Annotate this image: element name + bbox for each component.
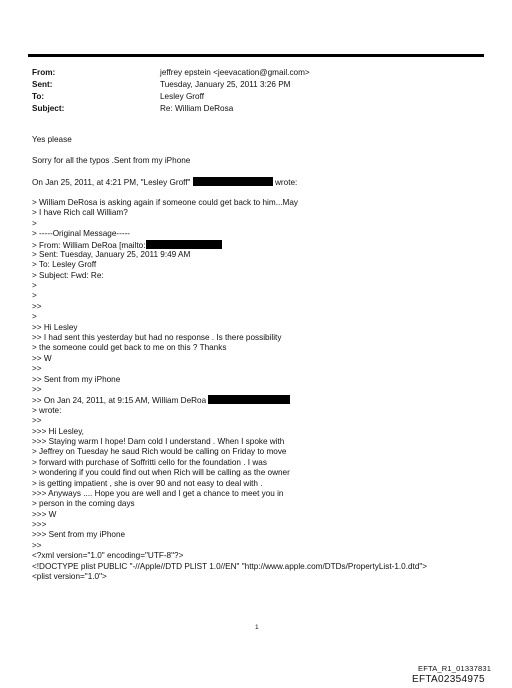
body-line: > [32, 312, 37, 322]
body-line: >>> Sent from my iPhone [32, 530, 126, 540]
body-line: Sorry for all the typos .Sent from my iPhone [32, 155, 191, 165]
to-value: Lesley Groff [160, 92, 204, 101]
body-line: >>> Anyways .... Hope you are well and I get a chance to meet you in [32, 488, 284, 498]
bates-number-small: EFTA_R1_01337831 [418, 664, 492, 673]
body-line: > To: Lesley Groff [32, 260, 97, 270]
body-line: <plist version="1.0"> [32, 572, 107, 582]
redaction-box [146, 240, 222, 249]
body-line: > is getting impatient , she is over 90 and not easy to deal with . [32, 478, 263, 488]
body-line: > person in the coming days [32, 499, 135, 509]
body-line: > the someone could get back to me on this ? Thanks [32, 343, 227, 353]
body-line: > Sent: Tuesday, January 25, 2011 9:49 AM [32, 249, 191, 259]
body-line: >>> Staying warm I hope! Darn cold I understand . When I spoke with [32, 436, 285, 446]
body-line: <!DOCTYPE plist PUBLIC "-//Apple//DTD PLIST 1.0//EN" "http://www.apple.com/DTDs/PropertyList-1.0.dtd"> [32, 561, 428, 571]
body-line: > [32, 291, 37, 301]
redaction-box [193, 177, 273, 186]
bates-number-large: EFTA02354975 [412, 674, 485, 685]
body-line: >>> [32, 520, 47, 530]
body-line: >> [32, 301, 42, 311]
to-row [32, 91, 472, 103]
quote-intro-text: On Jan 25, 2011, at 4:21 PM, "Lesley Groff" [32, 177, 191, 187]
body-line: >> [32, 416, 42, 426]
subject-label: Subject: [32, 104, 65, 113]
page-number: 1 [255, 624, 259, 631]
body-line: > [32, 218, 37, 228]
subject-value: Re: William DeRosa [160, 104, 234, 113]
body-line: >>> Hi Lesley, [32, 426, 84, 436]
body-line: >> I had sent this yesterday but had no response . Is there possibility [32, 333, 282, 343]
body-line-quote-intro [32, 177, 480, 187]
sent-value: Tuesday, January 25, 2011 3:26 PM [160, 80, 291, 89]
sent-label: Sent: [32, 80, 53, 89]
subject-row [32, 103, 472, 115]
body-line: > I have Rich call William? [32, 208, 128, 218]
body-line: > wondering if you could find out when Rich will be calling as the owner [32, 468, 290, 478]
redaction-box [208, 395, 290, 404]
body-line: <?xml version="1.0" encoding="UTF-8"?> [32, 551, 184, 561]
body-line: > William DeRosa is asking again if someone could get back to him...May [32, 197, 298, 207]
from-label: From: [32, 68, 56, 77]
body-line: >> [32, 364, 42, 374]
original-from-text: > From: William DeRoa [mailto: [32, 240, 146, 250]
email-header [32, 67, 472, 115]
body-line: >> W [32, 353, 52, 363]
top-rule [28, 54, 484, 57]
from-value: jeffrey epstein <jeevacation@gmail.com> [160, 68, 310, 77]
body-line: > Jeffrey on Tuesday he saud Rich would be calling on Friday to move [32, 447, 287, 457]
body-line-quote-redacted [32, 395, 480, 405]
body-line: >> [32, 540, 42, 550]
body-line: > forward with purchase of Soffritti cello for the foundation . I was [32, 457, 267, 467]
quote-intro-wrote: wrote: [275, 177, 298, 187]
body-line: > -----Original Message----- [32, 229, 131, 239]
body-line: > Subject: Fwd: Re: [32, 270, 104, 280]
body-line: Yes please [32, 135, 72, 144]
nested-quote-intro-text: >> On Jan 24, 2011, at 9:15 AM, William DeRoa [32, 396, 207, 406]
body-line: > [32, 281, 37, 291]
from-row [32, 67, 472, 79]
email-body [32, 135, 480, 582]
body-line: >> Sent from my iPhone [32, 374, 121, 384]
body-line: > wrote: [32, 405, 62, 415]
body-line-from-redacted [32, 240, 480, 250]
body-line: >> Hi Lesley [32, 322, 78, 332]
body-line: >> [32, 384, 42, 394]
body-line: >>> W [32, 509, 57, 519]
sent-row [32, 79, 472, 91]
to-label: To: [32, 92, 45, 101]
